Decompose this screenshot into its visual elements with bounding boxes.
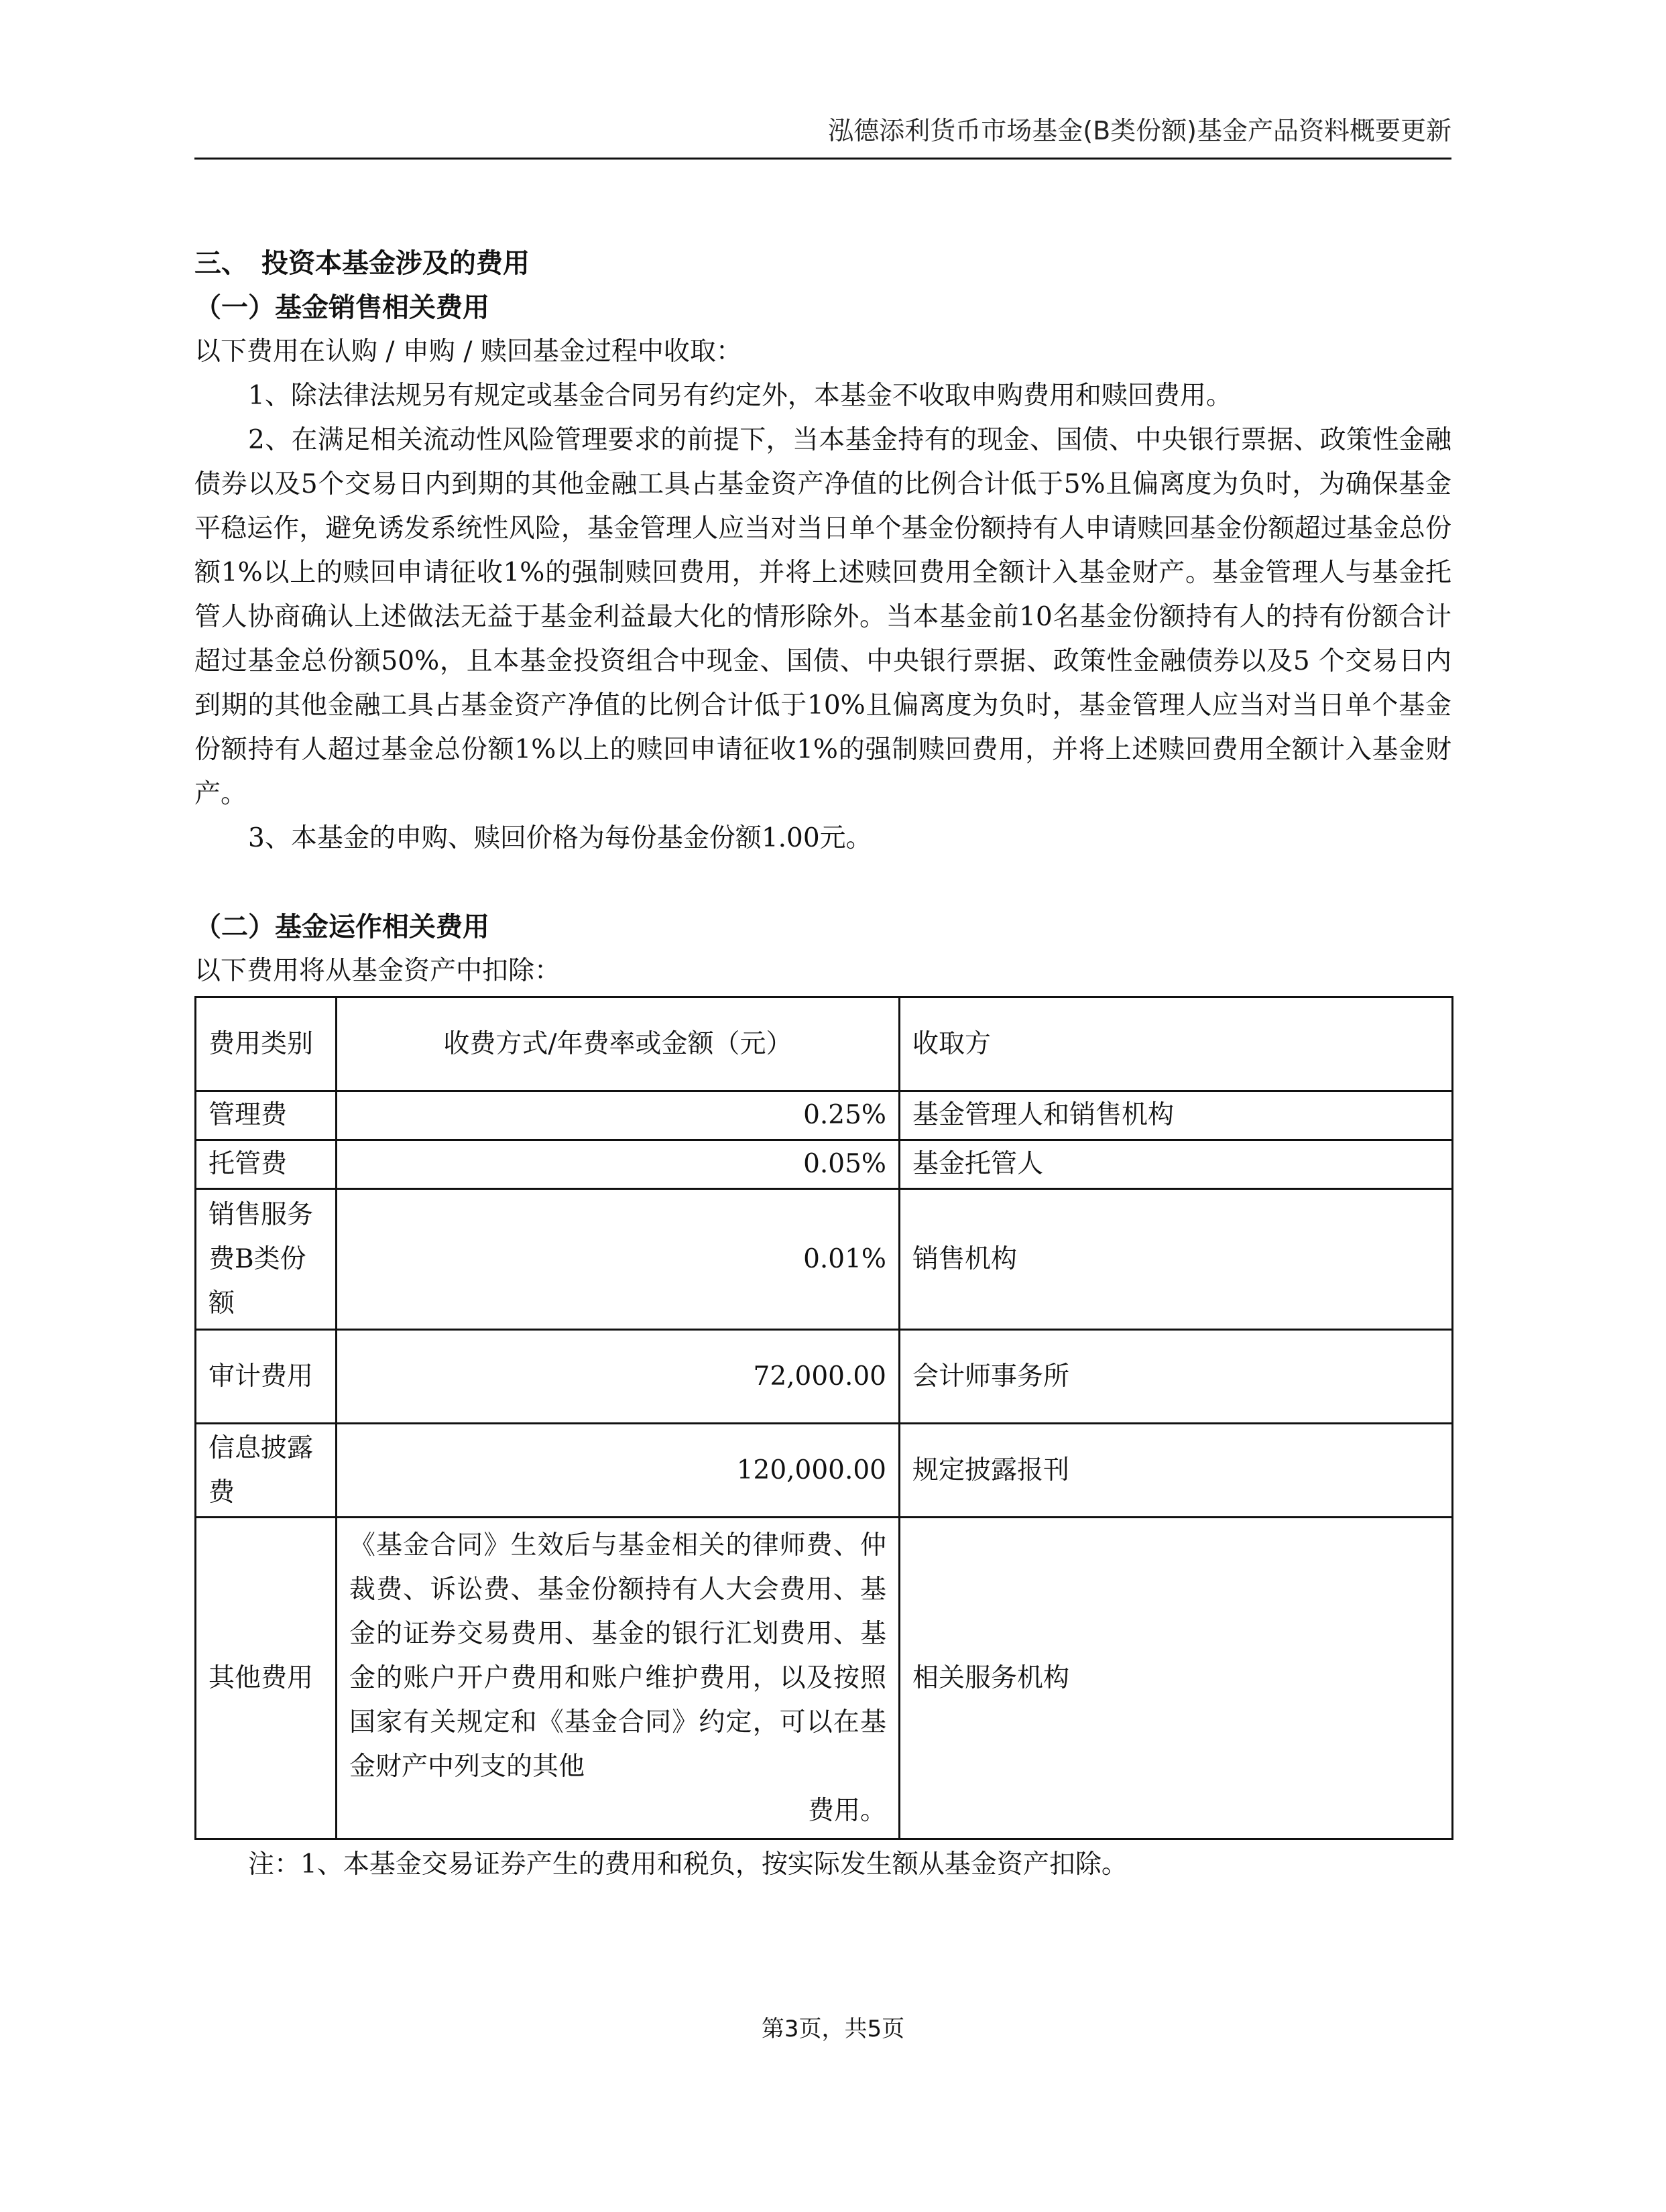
document-header: 泓德添利货币市场基金(B类份额)基金产品资料概要更新 [828,116,1451,145]
header-amount: 收费方式/年费率或金额（元） [337,997,900,1091]
table-row [196,1140,1453,1189]
header-category: 费用类别 [196,997,337,1091]
row-category: 其他费用 [196,1518,337,1839]
operation-fees-intro: 以下费用将从基金资产中扣除： [194,956,561,986]
row-recipient: 会计师事务所 [900,1330,1453,1424]
table-row [196,1189,1453,1330]
table-note: 注：1、本基金交易证券产生的费用和税负，按实际发生额从基金资产扣除。 [248,1849,1128,1880]
row-category: 审计费用 [196,1330,337,1424]
row-recipient: 基金托管人 [900,1140,1453,1189]
sales-fee-item-2: 2、在满足相关流动性风险管理要求的前提下，当本基金持有的现金、国债、中央银行票据、政策性金融债券以及5个交易日内到期的其他金融工具占基金资产净值的比例合计低于5%且偏离度为负时，为确保基金平稳运作，避免诱发系统性风险，基金管理人应当对当日单个基金份额持有人申请赎回基金份额超过基金总份额1%以上的赎回申请征收1%的强制赎回费用，并将上述赎回费用全额计入基金财产。基金管理人与基金托管人协商确认上述做法无益于基金利益最大化的情形除外。当本基金前10名基金份额持有人的持有份额合计超过基金总份额50%，且本基金投资组合中现金、国债、中央银行票据、政策性金融债券以及5 个交易日内到期的其他金融工具占基金资产净值的比例合计低于10%且偏离度为负时，基金管理人应当对当日单个基金份额持有人超过基金总份额1%以上的赎回申请征收1%的强制赎回费用，并将上述赎回费用全额计入基金财产。 [194,425,1451,809]
row-recipient: 规定披露报刊 [900,1424,1453,1518]
row-recipient: 相关服务机构 [900,1518,1453,1839]
spacer [194,861,1451,905]
page-content [194,241,1451,1887]
sales-fee-item-3: 3、本基金的申购、赎回价格为每份基金份额1.00元。 [248,823,872,853]
sales-fees-heading: （一）基金销售相关费用 [194,292,489,323]
table-header-row [196,997,1453,1091]
table-row [196,1091,1453,1140]
table-row [196,1330,1453,1424]
sales-fee-item-1: 1、除法律法规另有规定或基金合同另有约定外，本基金不收取申购费用和赎回费用。 [248,381,1232,411]
row-amount: 120,000.00 [337,1424,900,1518]
row-amount-cell [337,1518,900,1839]
row-recipient: 基金管理人和销售机构 [900,1091,1453,1140]
row-category: 销售服务费B类份额 [196,1189,337,1330]
row-amount-tail: 费用。 [807,1795,886,1826]
row-category: 信息披露费 [196,1424,337,1518]
row-category: 管理费 [196,1091,337,1140]
row-recipient: 销售机构 [900,1189,1453,1330]
section-title: 投资本基金涉及的费用 [261,248,530,279]
table-row [196,1424,1453,1518]
table-row [196,1518,1453,1839]
row-category: 托管费 [196,1140,337,1189]
section-heading [194,241,1451,286]
section-number: 三、 [194,248,248,279]
row-amount: 72,000.00 [337,1330,900,1424]
row-amount: 0.01% [337,1189,900,1330]
sales-fees-intro: 以下费用在认购 / 申购 / 赎回基金过程中收取： [194,336,742,367]
row-amount: 0.05% [337,1140,900,1189]
row-amount-text: 《基金合同》生效后与基金相关的律师费、仲裁费、诉讼费、基金份额持有人大会费用、基金的证券交易费用、基金的银行汇划费用、基金的账户开户费用和账户维护费用，以及按照国家有关规定和《基金合同》约定，可以在基金财产中列支的其他 [349,1530,886,1782]
header-rule [194,158,1451,160]
operation-fees-heading: （二）基金运作相关费用 [194,912,489,942]
header-recipient: 收取方 [900,997,1453,1091]
page-number: 第3页，共5页 [761,2016,905,2042]
fee-table [194,996,1453,1840]
row-amount: 0.25% [337,1091,900,1140]
